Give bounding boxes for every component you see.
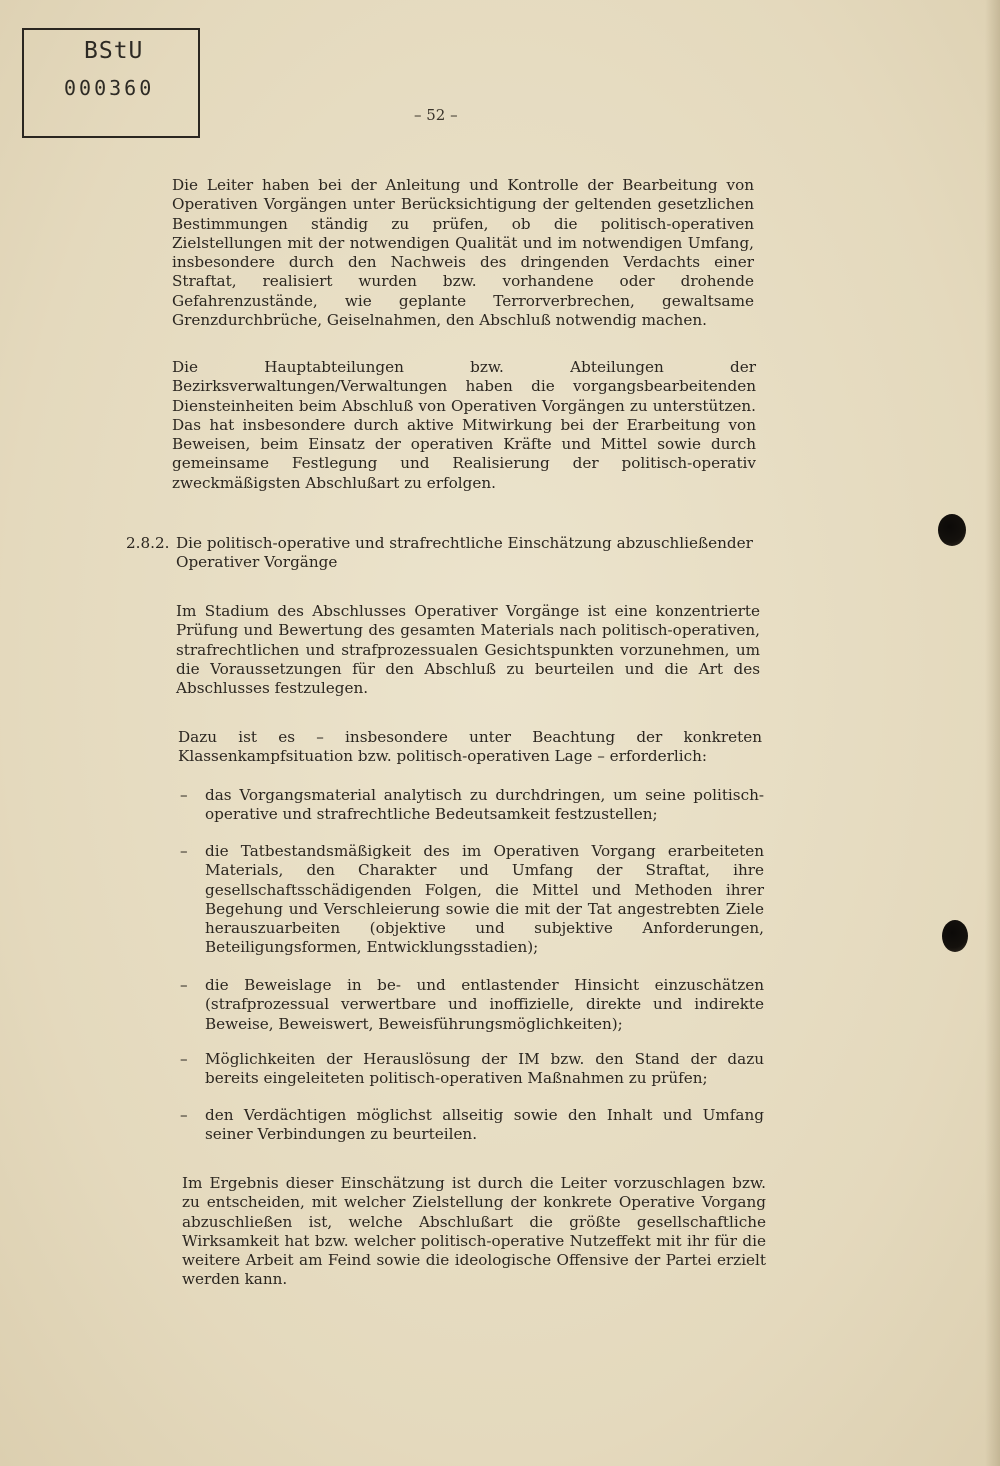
list-item bbox=[180, 976, 764, 1034]
stamp-archive-label: BStU bbox=[84, 38, 144, 64]
stamp-document-number: 000360 bbox=[64, 76, 155, 100]
page-number: – 52 – bbox=[414, 106, 458, 124]
paragraph-leiter-kontrolle: Die Leiter haben bei der Anleitung und Kontrolle der Bearbeitung von Operativen Vorgängen unter Berücksichtigung der geltenden gesetzlichen Bestimmungen ständig zu prüfen, ob die politisch-operativen Zielstellungen mit der notwendigen Qualität und im notwendigen Umfang, insbesondere durch den Nachweis des dringenden Verdachts einer Straftat, realisiert wurden bzw. vorhandene oder drohende Gefahrenzustände, wie geplante Terrorverbrechen, gewaltsame Grenzdurchbrüche, Geiselnahmen, den Abschluß notwendig machen. bbox=[172, 176, 754, 330]
list-item bbox=[180, 842, 764, 958]
paragraph-erforderlich: Dazu ist es – insbesondere unter Beachtung der konkreten Klassenkampfsituation bzw. politisch-operativen Lage – erforderlich: bbox=[178, 728, 762, 766]
archive-stamp bbox=[22, 28, 200, 138]
section-title: Die politisch-operative und strafrechtliche Einschätzung abzuschließender Operativer Vorgänge bbox=[176, 534, 753, 572]
bullet-dash: – bbox=[180, 976, 188, 994]
bullet-dash: – bbox=[180, 1106, 188, 1124]
paragraph-stadium-abschluss: Im Stadium des Abschlusses Operativer Vorgänge ist eine konzentrierte Prüfung und Bewertung des gesamten Materials nach politisch-operativen, strafrechtlichen und strafprozessualen Gesichtspunkten vorzunehmen, um die Voraussetzungen für den Abschluß zu beurteilen und die Art des Abschlusses festzulegen. bbox=[176, 602, 760, 698]
section-number: 2.8.2. bbox=[126, 534, 170, 552]
bullet-dash: – bbox=[180, 786, 188, 804]
paragraph-hauptabteilungen: Die Hauptabteilungen bzw. Abteilungen der Bezirksverwaltungen/Verwaltungen haben die vorgangsbearbeitenden Diensteinheiten beim Abschluß von Operativen Vorgängen zu unterstützen. Das hat insbesondere durch aktive Mitwirkung bei der Erarbeitung von Beweisen, beim Einsatz der operativen Kräfte und Mittel sowie durch gemeinsame Festlegung und Realisierung der politisch-operativ zweckmäßigsten Abschlußart zu erfolgen. bbox=[172, 358, 756, 492]
page-edge-shadow bbox=[985, 0, 1000, 1466]
paragraph-ergebnis: Im Ergebnis dieser Einschätzung ist durch die Leiter vorzuschlagen bzw. zu entscheiden, mit welcher Zielstellung der konkrete Operative Vorgang abzuschließen ist, welche Abschlußart die größte gesellschaftliche Wirksamkeit hat bzw. welcher politisch-operative Nutzeffekt mit ihr für die weitere Arbeit am Feind sowie die ideologische Offensive der Partei erzielt werden kann. bbox=[182, 1174, 766, 1289]
list-item-text: Möglichkeiten der Herauslösung der IM bzw. den Stand der dazu bereits eingeleiteten politisch-operativen Maßnahmen zu prüfen; bbox=[205, 1050, 764, 1088]
punch-hole bbox=[938, 514, 966, 546]
list-item-text: das Vorgangsmaterial analytisch zu durchdringen, um seine politisch-operative und strafrechtliche Bedeutsamkeit festzustellen; bbox=[205, 786, 764, 824]
list-item-text: die Beweislage in be- und entlastender Hinsicht einzuschätzen (strafprozessual verwertbare und inoffizielle, direkte und indirekte Beweise, Beweiswert, Beweisführungsmöglichkeiten); bbox=[205, 976, 764, 1033]
bullet-dash: – bbox=[180, 842, 188, 860]
bullet-dash: – bbox=[180, 1050, 188, 1068]
list-item-text: den Verdächtigen möglichst allseitig sowie den Inhalt und Umfang seiner Verbindungen zu beurteilen. bbox=[205, 1106, 764, 1144]
list-item bbox=[180, 1106, 764, 1145]
list-item bbox=[180, 1050, 764, 1089]
list-item bbox=[180, 786, 764, 825]
list-item-text: die Tatbestandsmäßigkeit des im Operativen Vorgang erarbeiteten Materials, den Charakter und Umfang der Straftat, ihre gesellschaftsschädigenden Folgen, die Mittel und Methoden ihrer Begehung und Verschleierung sowie die mit der Tat angestrebten Ziele herauszuarbeiten (objektive und subjektive Anforderungen, Beteiligungsformen, Entwicklungsstadien); bbox=[205, 842, 764, 957]
punch-hole bbox=[942, 920, 968, 952]
